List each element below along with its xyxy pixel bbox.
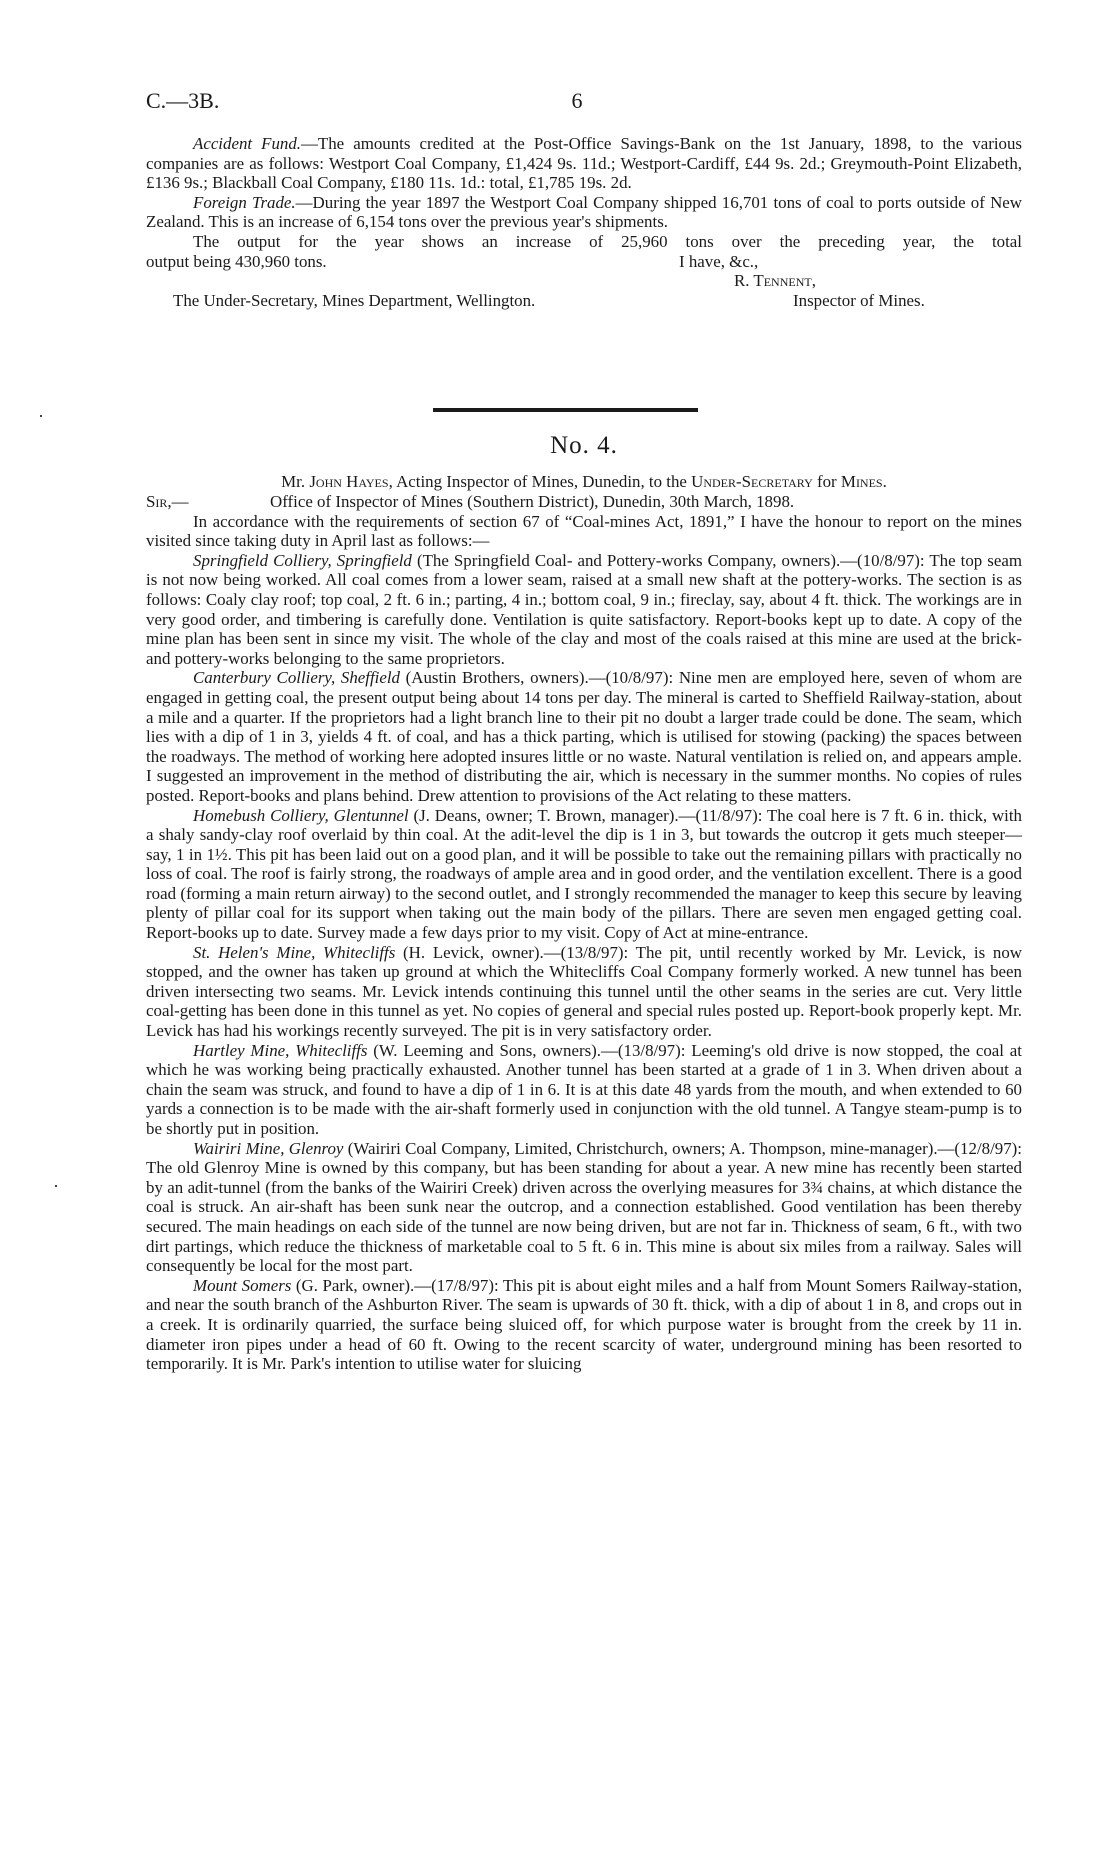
signer-title: Inspector of Mines. [793,290,925,310]
section-divider [433,408,698,412]
document-reference: C.—3B. [146,88,220,113]
page-header [146,88,1008,118]
mine-name: Canterbury Colliery, Sheffield [193,668,400,688]
mine-report-paragraph [146,806,1022,943]
office-line: Office of Inspector of Mines (Southern District), Dunedin, 30th March, 1898. [270,491,795,511]
accident-fund-paragraph: Accident Fund.—The amounts credited at the Post-Office Savings-Bank on the 1st January, 1898, to the various companies are as follows: Westport Coal Company, £1,424 9s. 11d.; Westport-Cardiff, £44 9s. 2d.; Greymouth-Point Elizabeth, £136 9s.; Blackball Coal Company, £180 11s. 1d.: total, £1,785 19s. 2d. [146,134,1022,193]
closing-phrase: I have, &c., [679,251,759,271]
mine-report-text: (Austin Brothers, owners).—(10/8/97): Nine men are employed here, seven of whom are engaged in getting coal, the present output being about 14 tons per day. The mineral is carted to Sheffield Railway-station, about a mile and a quarter. If the proprietors had a light branch line to their pit no doubt a larger trade could be done. The seam, which lies with a dip of 1 in 3, yields 4 ft. of coal, and has a thick parting, which is utilised for stowing (packing) the spaces between the roadways. The method of working here adopted insures little or no waste. Natural ventilation is relied on, and appears ample. I suggested an improvement in the method of distributing the air, which is necessary in the summer months. No copies of rules posted. Report-books and plans behind. Drew attention to provisions of the Act relating to these matters. [146,668,1023,805]
mine-report-paragraph [146,668,1022,805]
letter-subtitle: Mr. John Hayes, Acting Inspector of Mines, Dunedin, to the Under-Secretary for Mines. [281,472,887,491]
section-title: No. 4. [550,432,618,459]
mine-report-paragraph [146,1041,1022,1139]
report-section-j-hayes [146,472,1022,1374]
mine-name: Mount Somers [193,1275,292,1295]
salutation-line [146,492,1022,512]
mine-name: Hartley Mine, Whitecliffs [193,1040,368,1060]
mine-report-text: (Wairiri Coal Company, Limited, Christchurch, owners; A. Thompson, mine-manager).—(12/8/97): The old Glenroy Mine is owned by this company, but has been standing for about a year. A new mine has recently been started by an adit-tunnel (from the banks of the Wairiri Creek) driven across the overlying measures for 3¾ chains, at which distance the coal is struck. An air-shaft has been sunk near the outcrop, and a connection established. Good ventilation has been thereby secured. The main headings on each side of the tunnel are now being driven, but are not far in. Thickness of seam, 6 ft., with two dirt partings, which reduce the thickness of marketable coal to 5 ft. 6 in. This mine is about six miles from a railway. Sales will consequently be local for the most part. [146,1138,1022,1276]
mine-name: Homebush Colliery, Glentunnel [193,805,409,825]
mine-report-text: (W. Leeming and Sons, owners).—(13/8/97): Leeming's old drive is now stopped, the coal at which he was working being practically exhausted. Another tunnel has been started at a grade of 1 in 3. When driven about a chain the seam was struck, and found to have a dip of 1 in 6. It is at this date 48 yards from the mouth, and when extended to 60 yards a connection is to be made with the air-shaft formerly used in conjunction with the old tunnel. A Tangye steam-pump is to be shortly put in position. [146,1040,1022,1138]
mine-name: Wairiri Mine, Glenroy [193,1138,344,1158]
mine-reports [146,551,1022,1374]
salutation: Sir,— [146,491,189,511]
foreign-trade-paragraph: Foreign Trade.—During the year 1897 the Westport Coal Company shipped 16,701 tons of coal to ports outside of New Zealand. This is an increase of 6,154 tons over the previous year's shipments. [146,192,1022,232]
mine-name: Springfield Colliery, Springfield [193,550,412,570]
addressee: The Under-Secretary, Mines Department, Wellington. [173,290,536,310]
mine-report-paragraph [146,943,1022,1041]
report-section-r-tennent [146,134,1022,330]
mine-report-text: (J. Deans, owner; T. Brown, manager).—(11/8/97): The coal here is 7 ft. 6 in. thick, with a shaly sandy-clay roof overlaid by thin coal. At the adit-level the dip is 1 in 3, but towards the outcrop it gets much steeper—say, 1 in 1½. This pit has been laid out on a good plan, and it will be possible to take out the remaining pillars with practically no loss of coal. The roof is fairly strong, the roadways of ample area and in good order, and the ventilation excellent. There is a good road (forming a main return airway) to the second outlet, and I strongly recommended the manager to keep this secure by leaving plenty of pillar coal for its support when taking out the main body of the pillars. There are seven men engaged getting coal. Report-books up to date. Survey made a few days prior to my visit. Copy of Act at mine-entrance. [146,805,1023,943]
mine-report-text: (The Springfield Coal- and Pottery-works Company, owners).—(10/8/97): The top seam is not now being worked. All coal comes from a lower seam, raised at a small new shaft at the pottery-works. The section is as follows: Coaly clay roof; top coal, 2 ft. 6 in.; parting, 4 in.; bottom coal, 9 in.; fireclay, say, about 4 ft. thick. The workings are in very good order, and timbering is carefully done. Ventilation is quite satisfactory. Report-books kept up to date. A copy of the mine plan has been sent in since my visit. The whole of the clay and most of the coals raised at this mine are used at the brick- and pottery-works belonging to the same proprietors. [146,550,1022,668]
mine-report-paragraph [146,1276,1022,1374]
scan-speck [40,415,42,417]
mine-report-text: (H. Levick, owner).—(13/8/97): The pit, until recently worked by Mr. Levick, is now stopped, and the owner has taken up ground at which the Whitecliffs Coal Company formerly worked. A new tunnel has been driven intersecting two seams. Mr. Levick intends continuing this tunnel until the other seams in the series are cut. Very little coal-getting has been done in this tunnel as yet. No copies of general and special rules posted up. Report-book properly kept. Mr. Levick has had his workings recently surveyed. The pit is in very satisfactory order. [146,942,1022,1041]
output-paragraph: The output for the year shows an increase of 25,960 tons over the preceding year, the total [193,231,1022,251]
output-paragraph-tail: output being 430,960 tons. [146,251,327,271]
scan-speck [55,1185,57,1187]
page-number: 6 [571,88,583,113]
signature-block [146,252,1022,330]
mine-report-paragraph [146,551,1022,669]
mine-name: St. Helen's Mine, Whitecliffs [193,942,396,962]
mine-report-text: (G. Park, owner).—(17/8/97): This pit is about eight miles and a half from Mount Somers Railway-station, and near the south branch of the Ashburton River. The seam is upwards of 30 ft. thick, with a dip of about 1 in 8, and crops out in a creek. It is ordinarily quarried, the surface being sluiced off, for which purpose water is brought from the creek by 11 in. diameter iron pipes under a head of 60 ft. Owing to the recent scarcity of water, underground mining has been resorted to temporarily. It is Mr. Park's intention to utilise water for sluicing [146,1275,1022,1374]
mine-report-paragraph [146,1139,1022,1276]
signer-name: R. Tennent, [734,270,816,290]
intro-paragraph: In accordance with the requirements of section 67 of “Coal-mines Act, 1891,” I have the honour to report on the mines visited since taking duty in April last as follows:— [146,511,1022,551]
